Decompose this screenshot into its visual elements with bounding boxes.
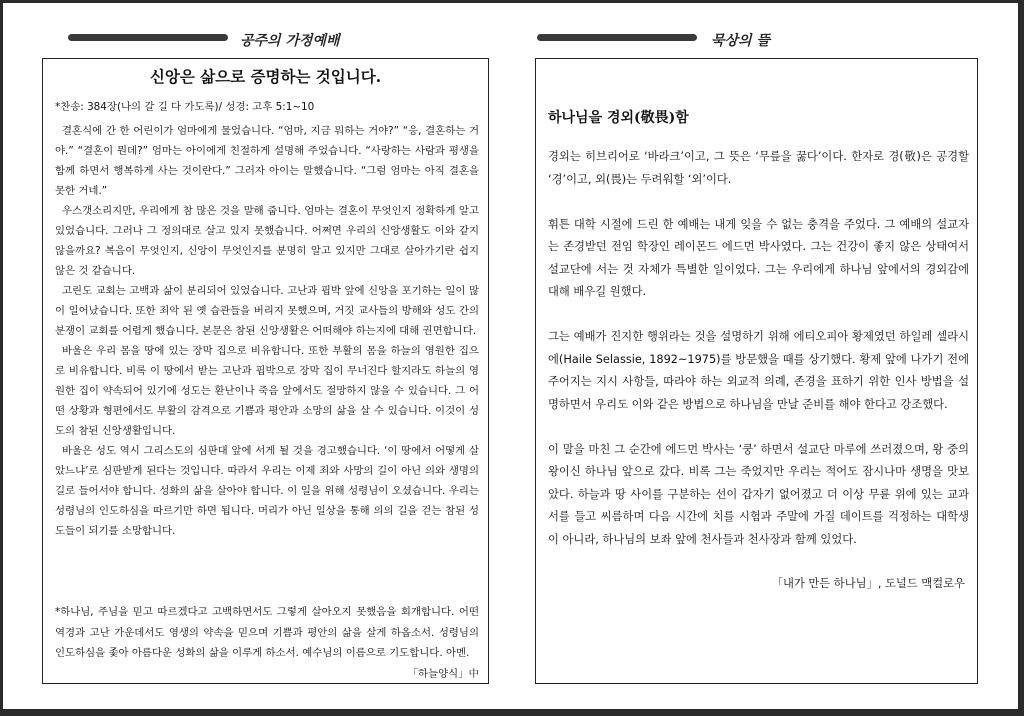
meditation-paragraph: 이 말을 마친 그 순간에 에드먼 박사는 ‘쿵’ 하면서 설교단 마루에 쓰러졌으며, 왕 중의 왕이신 하나님 앞으로 갔다. 비록 그는 죽었지만 우리는 적어도 잠시나마 생명을 맛보았다. 하늘과 땅 사이를 구분하는 선이 갑자기 없어졌고 더 이상 무륜 위에 있는 교과서를 들고 씨름하며 다음 시간에 치를 시험과 주말에 가질 데이트를 걱정하는 대학생이 아니라, 하나님의 보좌 앞에 천사들과 천사장과 함께 있었다. bbox=[548, 442, 969, 546]
meditation-paragraph: 경외는 히브리어로 ‘바라크’이고, 그 뜻은 ‘무릎을 꿇다’이다. 한자로 경(敬)은 공경할 ‘경’이고, 외(畏)는 두려워할 ‘외’이다. bbox=[548, 150, 969, 186]
meditation-panel bbox=[535, 58, 978, 684]
sermon-paragraph: 우스갯소리지만, 우리에게 참 많은 것을 말해 줍니다. 엄마는 결혼이 무엇인지 정확하게 알고 있었습니다. 그러나 그 정의대로 살고 있지 못했습니다. 어쩌면 우리의 신앙생활도 이와 같지 않을까요? 복음이 무엇인지, 신앙이 무엇인지를 분명히 알고 있지만 그대로 살아가기란 쉽지 않은 것 같습니다. bbox=[55, 205, 479, 277]
hymn-scripture-line: *찬송: 384장(나의 갈 길 다 가도록)/ 성경: 고후 5:1~10 bbox=[55, 101, 315, 113]
prayer-text: *하나님, 주님을 믿고 따르겠다고 고백하면서도 그렇게 살아오지 못했음을 회개합니다. 어떤 역경과 고난 가운데서도 영생의 약속을 믿으며 기쁨과 평안의 삶을 살게 하옵소서. 성령님의 인도하심을 좇아 아름다운 성화의 삶을 이루게 하소서. 예수님의 이름으로 기도합니다. 아멘. bbox=[55, 606, 479, 659]
meditation-title: 하나님을 경외(敬畏)함 bbox=[548, 110, 689, 126]
sermon-paragraph: 결혼식에 간 한 어린이가 엄마에게 물었습니다. “엄마, 지금 뭐하는 거야?” “응, 결혼하는 거야.” “결혼이 뭔데?” 엄마는 아이에게 친절하게 설명해 주었습니다. “사랑하는 사람과 평생을 함께 하면서 행복하게 사는 것이란다.” 그러자 아이는 말했습니다. “그럼 엄마는 아직 결혼을 못한 거네.” bbox=[55, 125, 479, 197]
right-header-bar bbox=[537, 34, 697, 41]
left-header-bar bbox=[68, 34, 228, 41]
left-header-title: 공주의 가정예배 bbox=[240, 33, 340, 49]
meditation-body bbox=[548, 146, 969, 574]
sermon-paragraph: 바울은 성도 역시 그리스도의 심판대 앞에 서게 될 것을 경고했습니다. ‘이 땅에서 어떻게 살았느냐’로 심판받게 된다는 것입니다. 따라서 우리는 이제 죄와 사망의 길이 아닌 의와 생명의 길로 들어서야 합니다. 성화의 삶을 살아야 합니다. 이 일을 위해 성령님이 오셨습니다. 우리는 성령님의 인도하심을 따르기만 하면 됩니다. 머리가 아닌 일상을 통해 의의 길을 걷는 참된 성도들이 되기를 소망합니다. bbox=[55, 445, 479, 537]
sermon-body bbox=[55, 121, 479, 541]
sermon-title: 신앙은 삶으로 증명하는 것입니다. bbox=[149, 67, 382, 86]
sermon-paragraph: 바울은 우리 몸을 땅에 있는 장막 집으로 비유합니다. 또한 부활의 몸을 하늘의 영원한 집으로 비유합니다. 비록 이 땅에서 받는 고난과 핍박으로 장막 집이 무너진다 할지라도 하늘의 영원한 집이 약속되어 있기에 성도는 환난이나 죽음 앞에서도 절망하지 않을 수 있습니다. 그 어떤 상황과 형편에서도 부활의 감격으로 기쁨과 평안과 소망의 삶을 살 수 있습니다. 이것이 성도의 참된 신앙생활입니다. bbox=[55, 345, 479, 437]
meditation-paragraph: 그는 예배가 진지한 행위라는 것을 설명하기 위해 에티오피아 황제였던 하일레 셀라시에(Haile Selassie, 1892~1975)를 방문했을 때를 상기했다. 황제 앞에 나가기 전에 주어지는 지시 사항들, 따라야 하는 외교적 의례, 존경을 표하기 위한 인사 방법을 설명하면서 우리도 이와 같은 방법으로 하나님을 만날 준비를 해야 한다고 강조했다. bbox=[548, 330, 969, 411]
source-label: 「하늘양식」中 bbox=[407, 667, 479, 680]
prayer-block bbox=[55, 602, 479, 684]
sermon-paragraph: 고린도 교회는 고백과 삶이 분리되어 있었습니다. 고난과 핍박 앞에 신앙을 포기하는 일이 많이 일어났습니다. 또한 죄악 된 옛 습관들을 버리지 못했으며, 거짓 교사들의 방해와 성도 간의 분쟁이 교회를 어렵게 했습니다. 본문은 참된 신앙생활은 어떠해야 하는지에 대해 권면합니다. bbox=[55, 285, 479, 337]
family-worship-panel bbox=[42, 58, 489, 684]
book-citation: 「내가 만든 하나님」, 도널드 맥컬로우 bbox=[771, 577, 965, 590]
right-header-title: 묵상의 뜰 bbox=[711, 33, 770, 49]
meditation-paragraph: 휘튼 대학 시절에 드린 한 예배는 내게 잊을 수 없는 충격을 주었다. 그 예배의 설교자는 존경받던 전임 학장인 레이몬드 에드먼 박사였다. 그는 건강이 좋지 않은 상태여서 설교단에 서는 것 자체가 특별한 일이었다. 그는 우리에게 하나님 앞에서의 경외감에 대해 배우길 원했다. bbox=[548, 217, 969, 298]
